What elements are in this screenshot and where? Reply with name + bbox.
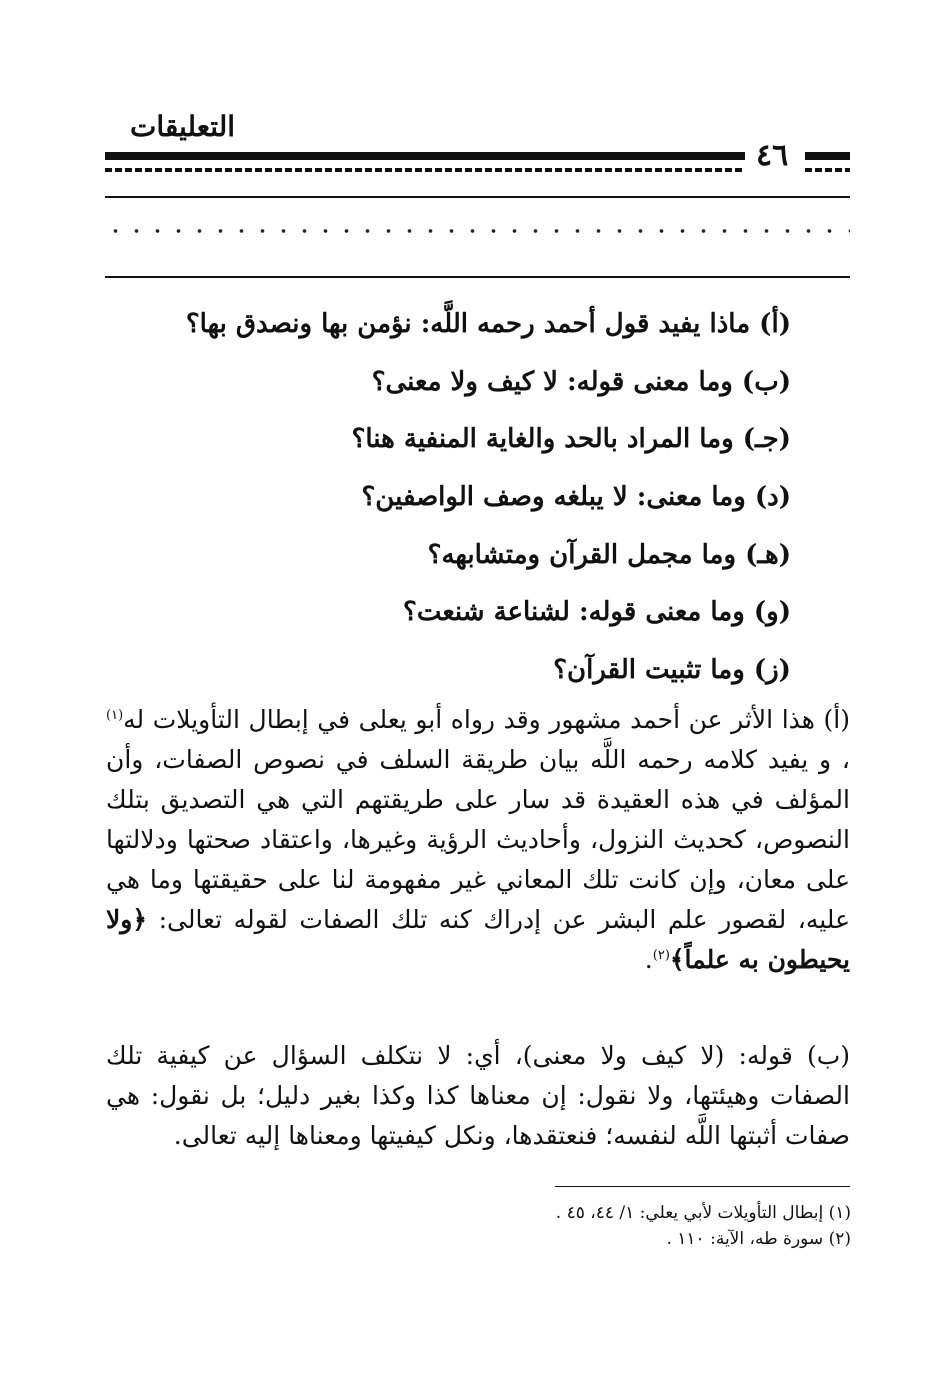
answer-a-end: . xyxy=(644,945,653,974)
dotted-divider xyxy=(105,228,850,234)
footnote-separator xyxy=(555,1186,850,1187)
question-item: (أ) ماذا يفيد قول أحمد رحمه اللَّه: نؤمن بها ونصدق بها؟ xyxy=(185,309,791,339)
page-number: ٤٦ xyxy=(756,138,789,173)
footnote-item: (٢) سورة طه، الآية: ١١٠ . xyxy=(666,1229,851,1249)
header-rule-dashed-left xyxy=(105,168,745,172)
top-divider-line xyxy=(105,196,850,198)
bottom-divider-line xyxy=(105,276,850,278)
question-list xyxy=(91,296,791,700)
quran-verse: ﴿ولا يحيطون به علماً﴾ xyxy=(106,905,850,974)
question-item: (هـ) وما مجمل القرآن ومتشابهه؟ xyxy=(427,539,791,570)
footnote-ref-1: (١) xyxy=(106,708,124,723)
footnote-ref-2: (٢) xyxy=(652,948,670,963)
running-header-title: التعليقات xyxy=(130,110,236,143)
question-item: (جـ) وما المراد بالحد والغاية المنفية هنا؟ xyxy=(351,424,791,455)
question-item: (ب) وما معنى قوله: لا كيف ولا معنى؟ xyxy=(371,366,791,397)
question-item: (د) وما معنى: لا يبلغه وصف الواصفين؟ xyxy=(361,482,791,513)
header-rule-thick-left xyxy=(105,152,745,160)
answer-b-paragraph: (ب) قوله: (لا كيف ولا معنى)، أي: لا نتكلف السؤال عن كيفية تلك الصفات وهيئتها، ولا نقول: إن معناها كذا وكذا بغير دليل؛ بل نقول: هي صفات أثبتها اللَّه لنفسه؛ فنعتقدها، ونكل كيفيتها ومعناها إليه تعالى. xyxy=(106,1041,850,1150)
header-rule-thick-right xyxy=(805,152,850,160)
answer-a-paragraph xyxy=(106,700,850,980)
answer-a-text-2: ، و يفيد كلامه رحمه اللَّه بيان طريقة السلف في نصوص الصفات، وأن المؤلف في هذه العقيدة قد سار على طريقتهم التي هي التصديق بتلك النصوص، كحديث النزول، وأحاديث الرؤية وغيرها، واعتقاد صحتها ودلالتها على معان، وإن كانت تلك المعاني غير مفهومة لنا على حقيقتها وما هي عليه، لقصور علم البشر عن إدراك كنه تلك الصفات لقوله تعالى: xyxy=(106,745,850,934)
footnotes xyxy=(151,1200,851,1252)
question-item: (ز) وما تثبيت القرآن؟ xyxy=(553,655,791,686)
footnote-item: (١) إبطال التأويلات لأبي يعلي: ١/ ٤٤، ٤٥ . xyxy=(555,1203,851,1223)
question-item: (و) وما معنى قوله: لشناعة شنعت؟ xyxy=(403,597,791,628)
answer-a-text-1: (أ) هذا الأثر عن أحمد مشهور وقد رواه أبو يعلى في إبطال التأويلات له xyxy=(123,705,850,734)
header-rule-dashed-right xyxy=(805,168,850,172)
